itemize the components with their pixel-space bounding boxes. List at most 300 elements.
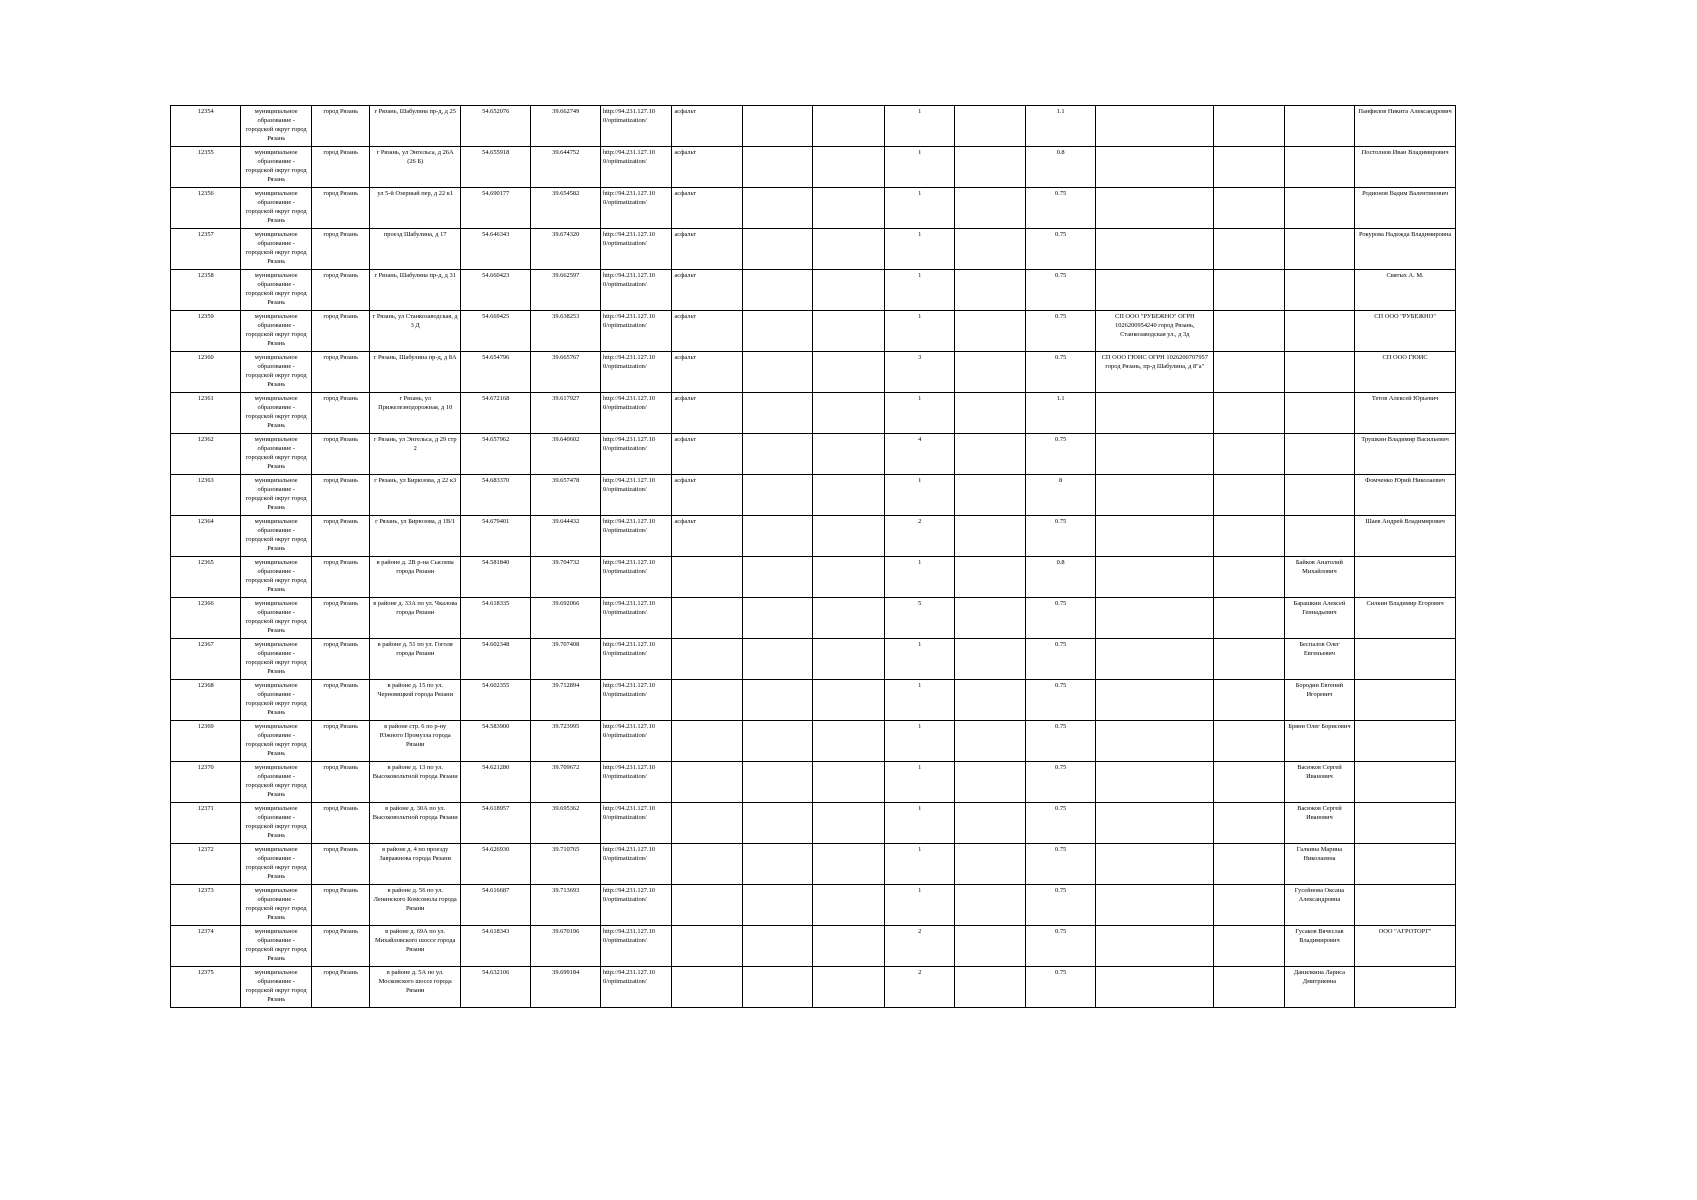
container-volume-cell: 0.75 bbox=[1025, 721, 1095, 762]
latitude-cell: 54.618957 bbox=[461, 803, 531, 844]
row-number-cell: 12360 bbox=[171, 352, 241, 393]
surface-type-cell: асфальт bbox=[672, 188, 742, 229]
map-link-cell: http://94.231.127.10 0/optimatization/ bbox=[600, 926, 672, 967]
surface-type-cell: асфальт bbox=[672, 352, 742, 393]
municipality-cell: муниципальное образование - городской округ город Рязань bbox=[241, 885, 311, 926]
map-link-cell: http://94.231.127.10 0/optimatization/ bbox=[600, 598, 672, 639]
blank-cell-cell bbox=[742, 680, 812, 721]
municipality-cell: муниципальное образование - городской округ город Рязань bbox=[241, 639, 311, 680]
responsible-person-cell: Гусейнова Оксана Александровна bbox=[1284, 885, 1354, 926]
municipality-cell: муниципальное образование - городской округ город Рязань bbox=[241, 762, 311, 803]
owner-cell: СП ООО ГЮИС bbox=[1355, 352, 1456, 393]
latitude-cell: 54.683370 bbox=[461, 475, 531, 516]
map-link-cell: http://94.231.127.10 0/optimatization/ bbox=[600, 721, 672, 762]
organization-cell bbox=[1096, 844, 1214, 885]
row-number-cell: 12356 bbox=[171, 188, 241, 229]
blank-cell-cell bbox=[1214, 762, 1284, 803]
municipality-cell: муниципальное образование - городской округ город Рязань bbox=[241, 106, 311, 147]
table-row bbox=[171, 352, 1456, 393]
blank-cell-cell bbox=[813, 434, 885, 475]
surface-type-cell: асфальт bbox=[672, 393, 742, 434]
municipality-cell: муниципальное образование - городской округ город Рязань bbox=[241, 680, 311, 721]
owner-cell: Трушкин Владимир Васильевич bbox=[1355, 434, 1456, 475]
municipality-cell: муниципальное образование - городской округ город Рязань bbox=[241, 229, 311, 270]
city-cell: город Рязань bbox=[311, 967, 369, 1008]
city-cell: город Рязань bbox=[311, 762, 369, 803]
row-number-cell: 12367 bbox=[171, 639, 241, 680]
latitude-cell: 54.669425 bbox=[461, 311, 531, 352]
container-volume-cell: 8 bbox=[1025, 475, 1095, 516]
blank-cell-cell bbox=[742, 147, 812, 188]
longitude-cell: 39.638253 bbox=[531, 311, 600, 352]
city-cell: город Рязань bbox=[311, 598, 369, 639]
map-link-cell: http://94.231.127.10 0/optimatization/ bbox=[600, 352, 672, 393]
organization-cell bbox=[1096, 147, 1214, 188]
surface-type-cell: асфальт bbox=[672, 147, 742, 188]
organization-cell bbox=[1096, 803, 1214, 844]
longitude-cell: 39.710765 bbox=[531, 844, 600, 885]
longitude-cell: 39.713693 bbox=[531, 885, 600, 926]
table-row bbox=[171, 926, 1456, 967]
latitude-cell: 54.660423 bbox=[461, 270, 531, 311]
blank-cell-cell bbox=[813, 270, 885, 311]
address-cell: в районе д. 33А по ул. Чкалова города Рязани bbox=[370, 598, 461, 639]
blank-cell-cell bbox=[742, 598, 812, 639]
organization-cell bbox=[1096, 926, 1214, 967]
organization-cell bbox=[1096, 106, 1214, 147]
longitude-cell: 39.723995 bbox=[531, 721, 600, 762]
longitude-cell: 39.657478 bbox=[531, 475, 600, 516]
surface-type-cell: асфальт bbox=[672, 270, 742, 311]
organization-cell bbox=[1096, 762, 1214, 803]
blank-cell-cell bbox=[742, 352, 812, 393]
longitude-cell: 39.707408 bbox=[531, 639, 600, 680]
owner-cell bbox=[1355, 639, 1456, 680]
longitude-cell: 39.644432 bbox=[531, 516, 600, 557]
longitude-cell: 39.670196 bbox=[531, 926, 600, 967]
blank-cell-cell bbox=[813, 147, 885, 188]
responsible-person-cell bbox=[1284, 393, 1354, 434]
blank-cell-cell bbox=[1214, 516, 1284, 557]
blank-cell-cell bbox=[955, 803, 1025, 844]
container-count-cell: 1 bbox=[884, 885, 954, 926]
city-cell: город Рязань bbox=[311, 147, 369, 188]
blank-cell-cell bbox=[955, 598, 1025, 639]
longitude-cell: 39.640602 bbox=[531, 434, 600, 475]
blank-cell-cell bbox=[742, 475, 812, 516]
row-number-cell: 12371 bbox=[171, 803, 241, 844]
blank-cell-cell bbox=[1214, 188, 1284, 229]
container-volume-cell: 0.75 bbox=[1025, 516, 1095, 557]
container-volume-cell: 0.75 bbox=[1025, 188, 1095, 229]
blank-cell-cell bbox=[1214, 352, 1284, 393]
owner-cell bbox=[1355, 885, 1456, 926]
responsible-person-cell: Данилкина Лариса Дмитриевна bbox=[1284, 967, 1354, 1008]
blank-cell-cell bbox=[1214, 393, 1284, 434]
city-cell: город Рязань bbox=[311, 352, 369, 393]
table-row bbox=[171, 475, 1456, 516]
longitude-cell: 39.709672 bbox=[531, 762, 600, 803]
owner-cell: Постолнов Иван Владимирович bbox=[1355, 147, 1456, 188]
row-number-cell: 12355 bbox=[171, 147, 241, 188]
map-link-cell: http://94.231.127.10 0/optimatization/ bbox=[600, 434, 672, 475]
container-count-cell: 1 bbox=[884, 844, 954, 885]
table-row bbox=[171, 885, 1456, 926]
row-number-cell: 12361 bbox=[171, 393, 241, 434]
surface-type-cell bbox=[672, 680, 742, 721]
longitude-cell: 39.662749 bbox=[531, 106, 600, 147]
latitude-cell: 54.690177 bbox=[461, 188, 531, 229]
address-cell: в районе д. 13 по ул. Высоковольтной города Рязани bbox=[370, 762, 461, 803]
latitude-cell: 54.581840 bbox=[461, 557, 531, 598]
organization-cell bbox=[1096, 475, 1214, 516]
city-cell: город Рязань bbox=[311, 270, 369, 311]
blank-cell-cell bbox=[742, 229, 812, 270]
longitude-cell: 39.692066 bbox=[531, 598, 600, 639]
map-link-cell: http://94.231.127.10 0/optimatization/ bbox=[600, 188, 672, 229]
responsible-person-cell bbox=[1284, 516, 1354, 557]
table-row bbox=[171, 844, 1456, 885]
row-number-cell: 12368 bbox=[171, 680, 241, 721]
owner-cell: Родионов Вадим Валентинович bbox=[1355, 188, 1456, 229]
municipality-cell: муниципальное образование - городской округ город Рязань bbox=[241, 516, 311, 557]
owner-cell: Панфилов Никита Александрович bbox=[1355, 106, 1456, 147]
responsible-person-cell bbox=[1284, 106, 1354, 147]
address-cell: в районе д. 5А по ул. Московского шоссе города Рязани bbox=[370, 967, 461, 1008]
blank-cell-cell bbox=[742, 270, 812, 311]
row-number-cell: 12369 bbox=[171, 721, 241, 762]
latitude-cell: 54.626930 bbox=[461, 844, 531, 885]
surface-type-cell bbox=[672, 557, 742, 598]
blank-cell-cell bbox=[1214, 598, 1284, 639]
table-row bbox=[171, 967, 1456, 1008]
blank-cell-cell bbox=[955, 680, 1025, 721]
row-number-cell: 12358 bbox=[171, 270, 241, 311]
address-cell: г Рязань, ул Станкозаводская, д 3 Д bbox=[370, 311, 461, 352]
blank-cell-cell bbox=[1214, 721, 1284, 762]
row-number-cell: 12365 bbox=[171, 557, 241, 598]
container-volume-cell: 0.75 bbox=[1025, 598, 1095, 639]
map-link-cell: http://94.231.127.10 0/optimatization/ bbox=[600, 229, 672, 270]
row-number-cell: 12373 bbox=[171, 885, 241, 926]
responsible-person-cell bbox=[1284, 352, 1354, 393]
address-cell: в районе д. 2В р-на Сысоева города Рязани bbox=[370, 557, 461, 598]
address-cell: г Рязань, ул Энгельса, д 29 стр 2 bbox=[370, 434, 461, 475]
surface-type-cell bbox=[672, 598, 742, 639]
organization-cell bbox=[1096, 721, 1214, 762]
address-cell: г Рязань, ул Бирюзова, д 22 к3 bbox=[370, 475, 461, 516]
row-number-cell: 12359 bbox=[171, 311, 241, 352]
map-link-cell: http://94.231.127.10 0/optimatization/ bbox=[600, 639, 672, 680]
blank-cell-cell bbox=[955, 762, 1025, 803]
latitude-cell: 54.652076 bbox=[461, 106, 531, 147]
container-volume-cell: 0.75 bbox=[1025, 885, 1095, 926]
municipality-cell: муниципальное образование - городской округ город Рязань bbox=[241, 434, 311, 475]
map-link-cell: http://94.231.127.10 0/optimatization/ bbox=[600, 803, 672, 844]
table-row bbox=[171, 680, 1456, 721]
blank-cell-cell bbox=[1214, 434, 1284, 475]
table-row bbox=[171, 516, 1456, 557]
surface-type-cell bbox=[672, 639, 742, 680]
table-row bbox=[171, 393, 1456, 434]
address-cell: г Рязань, Шабулина пр-д, д 8А bbox=[370, 352, 461, 393]
blank-cell-cell bbox=[955, 885, 1025, 926]
owner-cell: Тетов Алексей Юрьевич bbox=[1355, 393, 1456, 434]
city-cell: город Рязань bbox=[311, 188, 369, 229]
blank-cell-cell bbox=[1214, 106, 1284, 147]
address-cell: г Рязань, Шабулина пр-д, д 25 bbox=[370, 106, 461, 147]
municipality-cell: муниципальное образование - городской округ город Рязань bbox=[241, 557, 311, 598]
responsible-person-cell bbox=[1284, 475, 1354, 516]
responsible-person-cell bbox=[1284, 434, 1354, 475]
latitude-cell: 54.657962 bbox=[461, 434, 531, 475]
container-volume-cell: 0.75 bbox=[1025, 352, 1095, 393]
responsible-person-cell bbox=[1284, 270, 1354, 311]
latitude-cell: 54.654796 bbox=[461, 352, 531, 393]
container-volume-cell: 0.75 bbox=[1025, 229, 1095, 270]
table-row bbox=[171, 311, 1456, 352]
surface-type-cell: асфальт bbox=[672, 475, 742, 516]
owner-cell: ООО "АГРОТОРГ" bbox=[1355, 926, 1456, 967]
latitude-cell: 54.655918 bbox=[461, 147, 531, 188]
container-volume-cell: 0.8 bbox=[1025, 147, 1095, 188]
city-cell: город Рязань bbox=[311, 475, 369, 516]
city-cell: город Рязань bbox=[311, 680, 369, 721]
blank-cell-cell bbox=[813, 721, 885, 762]
owner-cell bbox=[1355, 762, 1456, 803]
blank-cell-cell bbox=[955, 721, 1025, 762]
container-count-cell: 1 bbox=[884, 721, 954, 762]
table-row bbox=[171, 188, 1456, 229]
row-number-cell: 12354 bbox=[171, 106, 241, 147]
blank-cell-cell bbox=[813, 229, 885, 270]
map-link-cell: http://94.231.127.10 0/optimatization/ bbox=[600, 680, 672, 721]
blank-cell-cell bbox=[955, 434, 1025, 475]
blank-cell-cell bbox=[813, 557, 885, 598]
container-count-cell: 1 bbox=[884, 106, 954, 147]
municipality-cell: муниципальное образование - городской округ город Рязань bbox=[241, 188, 311, 229]
responsible-person-cell bbox=[1284, 147, 1354, 188]
blank-cell-cell bbox=[955, 926, 1025, 967]
map-link-cell: http://94.231.127.10 0/optimatization/ bbox=[600, 844, 672, 885]
table-body bbox=[171, 106, 1456, 1008]
latitude-cell: 54.632106 bbox=[461, 967, 531, 1008]
blank-cell-cell bbox=[813, 967, 885, 1008]
blank-cell-cell bbox=[742, 311, 812, 352]
blank-cell-cell bbox=[955, 188, 1025, 229]
surface-type-cell bbox=[672, 926, 742, 967]
municipality-cell: муниципальное образование - городской округ город Рязань bbox=[241, 393, 311, 434]
container-count-cell: 1 bbox=[884, 803, 954, 844]
row-number-cell: 12366 bbox=[171, 598, 241, 639]
responsible-person-cell: Барашкин Алексей Геннадьевич bbox=[1284, 598, 1354, 639]
table-row bbox=[171, 106, 1456, 147]
container-volume-cell: 0.75 bbox=[1025, 844, 1095, 885]
blank-cell-cell bbox=[813, 639, 885, 680]
owner-cell bbox=[1355, 557, 1456, 598]
address-cell: в районе д. 51 по ул. Гоголя города Рязани bbox=[370, 639, 461, 680]
organization-cell: СП ООО "РУБЕЖНО" ОГРН 1026200954240 город Рязань, Станкозаводская ул., д 3д bbox=[1096, 311, 1214, 352]
container-count-cell: 1 bbox=[884, 188, 954, 229]
row-number-cell: 12362 bbox=[171, 434, 241, 475]
container-volume-cell: 1.1 bbox=[1025, 106, 1095, 147]
blank-cell-cell bbox=[742, 844, 812, 885]
municipality-cell: муниципальное образование - городской округ город Рязань bbox=[241, 803, 311, 844]
blank-cell-cell bbox=[742, 762, 812, 803]
blank-cell-cell bbox=[742, 885, 812, 926]
latitude-cell: 54.618335 bbox=[461, 598, 531, 639]
table-row bbox=[171, 434, 1456, 475]
surface-type-cell bbox=[672, 844, 742, 885]
row-number-cell: 12357 bbox=[171, 229, 241, 270]
blank-cell-cell bbox=[1214, 311, 1284, 352]
municipality-cell: муниципальное образование - городской округ город Рязань bbox=[241, 598, 311, 639]
municipality-cell: муниципальное образование - городской округ город Рязань bbox=[241, 926, 311, 967]
owner-cell: Рокурова Надежда Владимировна bbox=[1355, 229, 1456, 270]
municipality-cell: муниципальное образование - городской округ город Рязань bbox=[241, 475, 311, 516]
container-count-cell: 1 bbox=[884, 229, 954, 270]
owner-cell: Силкин Владимир Егорович bbox=[1355, 598, 1456, 639]
blank-cell-cell bbox=[1214, 557, 1284, 598]
map-link-cell: http://94.231.127.10 0/optimatization/ bbox=[600, 106, 672, 147]
municipality-cell: муниципальное образование - городской округ город Рязань bbox=[241, 311, 311, 352]
container-volume-cell: 0.8 bbox=[1025, 557, 1095, 598]
container-volume-cell: 0.75 bbox=[1025, 434, 1095, 475]
container-volume-cell: 0.75 bbox=[1025, 680, 1095, 721]
surface-type-cell: асфальт bbox=[672, 434, 742, 475]
longitude-cell: 39.654582 bbox=[531, 188, 600, 229]
city-cell: город Рязань bbox=[311, 639, 369, 680]
surface-type-cell bbox=[672, 721, 742, 762]
container-count-cell: 1 bbox=[884, 639, 954, 680]
organization-cell bbox=[1096, 270, 1214, 311]
blank-cell-cell bbox=[1214, 270, 1284, 311]
container-volume-cell: 0.75 bbox=[1025, 803, 1095, 844]
map-link-cell: http://94.231.127.10 0/optimatization/ bbox=[600, 311, 672, 352]
latitude-cell: 54.672168 bbox=[461, 393, 531, 434]
responsible-person-cell: Байков Анатолий Михайлович bbox=[1284, 557, 1354, 598]
responsible-person-cell bbox=[1284, 188, 1354, 229]
blank-cell-cell bbox=[742, 106, 812, 147]
blank-cell-cell bbox=[813, 680, 885, 721]
container-volume-cell: 0.75 bbox=[1025, 967, 1095, 1008]
table-row bbox=[171, 721, 1456, 762]
container-count-cell: 1 bbox=[884, 762, 954, 803]
municipality-cell: муниципальное образование - городской округ город Рязань bbox=[241, 844, 311, 885]
blank-cell-cell bbox=[813, 598, 885, 639]
map-link-cell: http://94.231.127.10 0/optimatization/ bbox=[600, 557, 672, 598]
owner-cell: Шаев Андрей Владимирович bbox=[1355, 516, 1456, 557]
row-number-cell: 12370 bbox=[171, 762, 241, 803]
responsible-person-cell: Гусаков Вячеслав Владимирович bbox=[1284, 926, 1354, 967]
city-cell: город Рязань bbox=[311, 803, 369, 844]
blank-cell-cell bbox=[813, 926, 885, 967]
organization-cell bbox=[1096, 229, 1214, 270]
blank-cell-cell bbox=[1214, 475, 1284, 516]
blank-cell-cell bbox=[955, 147, 1025, 188]
container-count-cell: 1 bbox=[884, 311, 954, 352]
container-count-cell: 4 bbox=[884, 434, 954, 475]
blank-cell-cell bbox=[955, 311, 1025, 352]
blank-cell-cell bbox=[813, 311, 885, 352]
municipality-cell: муниципальное образование - городской округ город Рязань bbox=[241, 967, 311, 1008]
responsible-person-cell: Брянн Олег Борисович bbox=[1284, 721, 1354, 762]
responsible-person-cell: Васюков Сергей Иванович bbox=[1284, 762, 1354, 803]
organization-cell bbox=[1096, 680, 1214, 721]
surface-type-cell bbox=[672, 762, 742, 803]
longitude-cell: 39.674320 bbox=[531, 229, 600, 270]
latitude-cell: 54.616687 bbox=[461, 885, 531, 926]
address-cell: г Рязань, ул Бирюзова, д 1В/1 bbox=[370, 516, 461, 557]
blank-cell-cell bbox=[955, 844, 1025, 885]
latitude-cell: 54.583900 bbox=[461, 721, 531, 762]
address-cell: в районе д. 56 по ул. Ленинского Комсомола города Рязани bbox=[370, 885, 461, 926]
address-cell: в районе д. 15 по ул. Черновицкой города Рязани bbox=[370, 680, 461, 721]
latitude-cell: 54.602355 bbox=[461, 680, 531, 721]
blank-cell-cell bbox=[813, 516, 885, 557]
container-count-cell: 1 bbox=[884, 147, 954, 188]
row-number-cell: 12375 bbox=[171, 967, 241, 1008]
organization-cell bbox=[1096, 434, 1214, 475]
container-volume-cell: 0.75 bbox=[1025, 762, 1095, 803]
longitude-cell: 39.704732 bbox=[531, 557, 600, 598]
address-cell: в районе д. 69А по ул. Михайловского шоссе города Рязани bbox=[370, 926, 461, 967]
container-count-cell: 1 bbox=[884, 475, 954, 516]
row-number-cell: 12374 bbox=[171, 926, 241, 967]
responsible-person-cell: Бородин Евгений Игоревич bbox=[1284, 680, 1354, 721]
container-count-cell: 3 bbox=[884, 352, 954, 393]
blank-cell-cell bbox=[955, 229, 1025, 270]
container-count-cell: 2 bbox=[884, 516, 954, 557]
blank-cell-cell bbox=[742, 516, 812, 557]
city-cell: город Рязань bbox=[311, 844, 369, 885]
blank-cell-cell bbox=[813, 352, 885, 393]
owner-cell: Святых А. М. bbox=[1355, 270, 1456, 311]
blank-cell-cell bbox=[1214, 803, 1284, 844]
blank-cell-cell bbox=[1214, 229, 1284, 270]
responsible-person-cell: Галкина Марина Николаевна bbox=[1284, 844, 1354, 885]
table-row bbox=[171, 762, 1456, 803]
longitude-cell: 39.617927 bbox=[531, 393, 600, 434]
city-cell: город Рязань bbox=[311, 557, 369, 598]
surface-type-cell: асфальт bbox=[672, 311, 742, 352]
municipality-cell: муниципальное образование - городской округ город Рязань bbox=[241, 147, 311, 188]
row-number-cell: 12364 bbox=[171, 516, 241, 557]
address-cell: г Рязань, ул Прижелезнодорожная, д 10 bbox=[370, 393, 461, 434]
blank-cell-cell bbox=[1214, 967, 1284, 1008]
surface-type-cell bbox=[672, 967, 742, 1008]
blank-cell-cell bbox=[1214, 680, 1284, 721]
table-row bbox=[171, 147, 1456, 188]
surface-type-cell: асфальт bbox=[672, 516, 742, 557]
city-cell: город Рязань bbox=[311, 885, 369, 926]
owner-cell bbox=[1355, 803, 1456, 844]
container-count-cell: 1 bbox=[884, 270, 954, 311]
blank-cell-cell bbox=[955, 967, 1025, 1008]
longitude-cell: 39.662597 bbox=[531, 270, 600, 311]
address-cell: г Рязань, Шабулина пр-д, д 31 bbox=[370, 270, 461, 311]
blank-cell-cell bbox=[1214, 926, 1284, 967]
container-volume-cell: 1.1 bbox=[1025, 393, 1095, 434]
city-cell: город Рязань bbox=[311, 106, 369, 147]
container-volume-cell: 0.75 bbox=[1025, 926, 1095, 967]
map-link-cell: http://94.231.127.10 0/optimatization/ bbox=[600, 885, 672, 926]
registry-table bbox=[170, 105, 1456, 1008]
container-count-cell: 1 bbox=[884, 680, 954, 721]
table-row bbox=[171, 598, 1456, 639]
blank-cell-cell bbox=[813, 106, 885, 147]
responsible-person-cell: Васюков Сергей Иванович bbox=[1284, 803, 1354, 844]
